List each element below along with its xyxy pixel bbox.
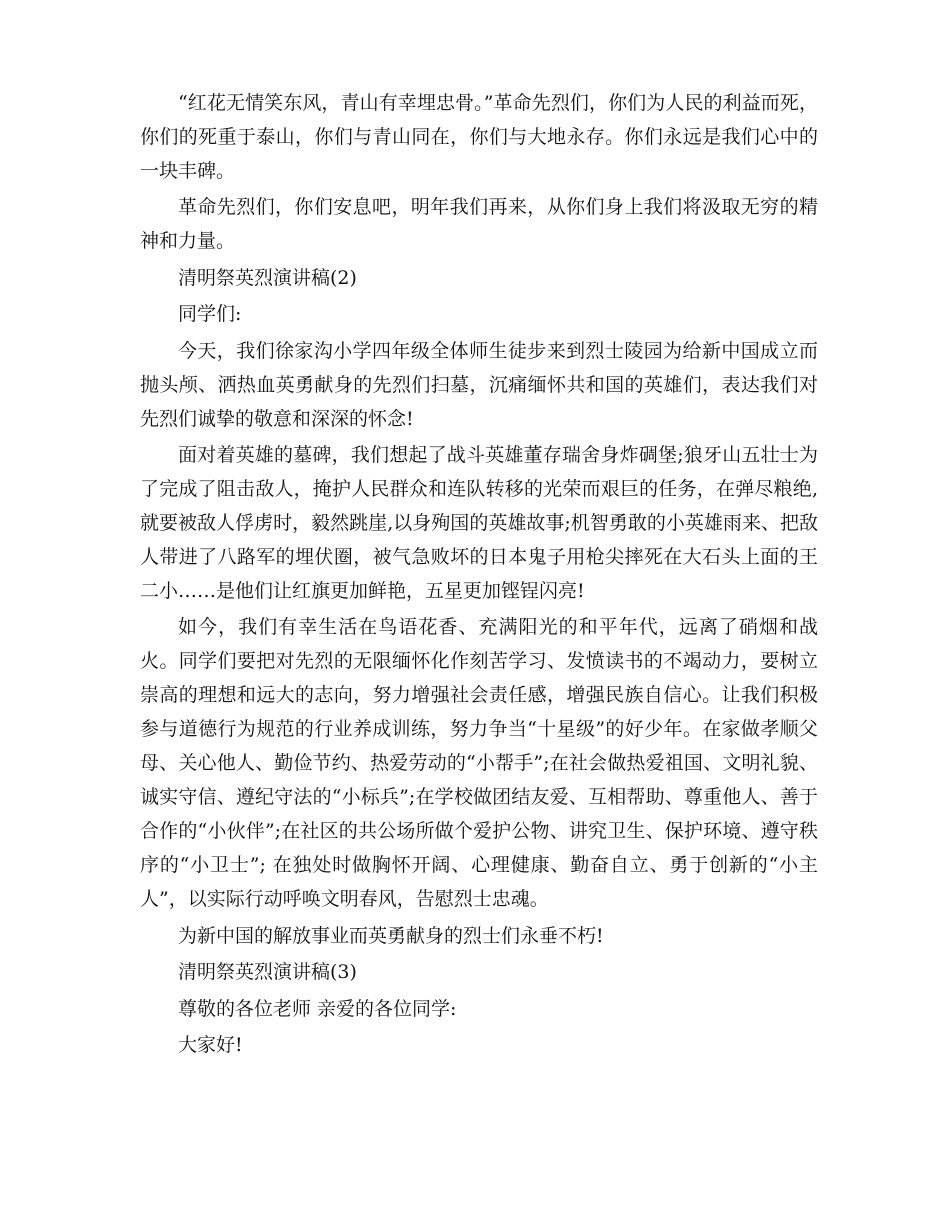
section-heading-speech-3: 清明祭英烈演讲稿(3) [178,961,357,984]
paragraph-peaceful-era: 如今，我们有幸生活在鸟语花香、充满阳光的和平年代，远离了硝烟和战火。同学们要把对先烈的无限缅怀化作刻苦学习、发愤读书的不竭动力，要树立崇高的理想和远大的志向，努力增强社会责任感，增强民族自信心。让我们积极参与道德行为规范的行业养成训练，努力争当“十星级”的好少年。在家做孝顺父母、关心他人、勤俭节约、热爱劳动的“小帮手”;在社会做热爱祖国、文明礼貌、诚实守信、遵纪守法的“小标兵”;在学校做团结友爱、互相帮助、尊重他人、善于合作的“小伙伴”;在社区的共公场所做个爱护公物、讲究卫生、保护环境、遵守秩序的“小卫士”; 在独处时做胸怀开阔、心理健康、勤奋自立、勇于创新的“小主人”，以实际行动呼唤文明春风，告慰烈士忠魂。 [140,616,818,911]
paragraph-heroes-stories: 面对着英雄的墓碑，我们想起了战斗英雄董存瑞舍身炸碉堡;狼牙山五壮士为了完成了阻击敌人，掩护人民群众和连队转移的光荣而艰巨的任务，在弹尽粮绝,就要被敌人俘虏时，毅然跳崖,以身殉国的英雄故事;机智勇敢的小英雄雨来、把敌人带进了八路军的埋伏圈，被气急败坏的日本鬼子用枪尖摔死在大石头上面的王二小……是他们让红旗更加鲜艳，五星更加铿锃闪亮! [140,443,818,602]
greeting-hello-everyone: 大家好! [178,1033,243,1056]
salutation-classmates: 同学们: [178,303,242,326]
paragraph-today: 今天，我们徐家沟小学四年级全体师生徒步来到烈士陵园为给新中国成立而抛头颅、洒热血英勇献身的先烈们扫墓，沉痛缅怀共和国的英雄们，表达我们对先烈们诚挚的敬意和深深的怀念! [140,339,818,430]
document-page [140,86,818,1064]
paragraph-rest-in-peace: 革命先烈们，你们安息吧，明年我们再来，从你们身上我们将汲取无穷的精神和力量。 [140,196,818,253]
section-heading-speech-2: 清明祭英烈演讲稿(2) [178,266,357,289]
paragraph-tribute-poem: “红花无情笑东风，青山有幸埋忠骨。”革命先烈们，你们为人民的利益而死，你们的死重于泰山，你们与青山同在，你们与大地永存。你们永远是我们心中的一块丰碑。 [140,92,818,182]
salutation-teachers-students: 尊敬的各位老师 亲爱的各位同学: [178,997,457,1020]
paragraph-immortal-martyrs: 为新中国的解放事业而英勇献身的烈士们永垂不朽! [178,924,604,947]
